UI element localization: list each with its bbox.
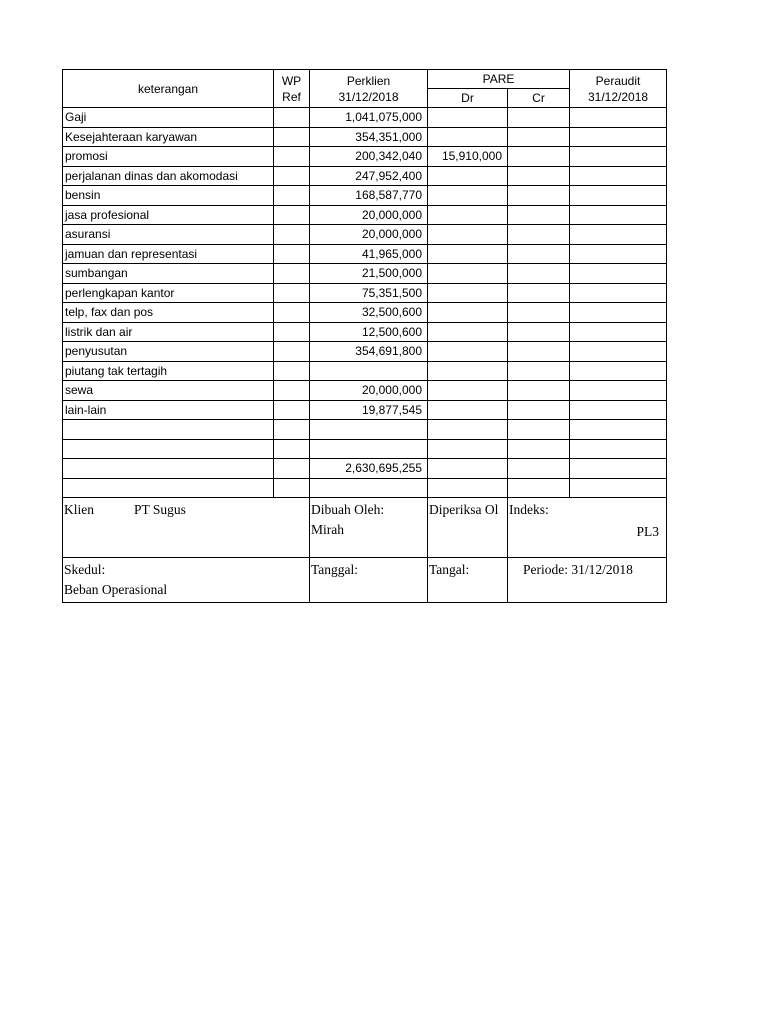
- cell-dr: [428, 283, 508, 303]
- cell-wp-ref: [274, 244, 310, 264]
- cell-perklien: 20,000,000: [310, 381, 428, 401]
- cell-cr: [508, 127, 570, 147]
- cell-perklien: 2,630,695,255: [310, 459, 428, 479]
- cell-cr: [508, 439, 570, 459]
- cell-perklien: [310, 420, 428, 440]
- table-row: [63, 420, 667, 440]
- cell-wp-ref: [274, 264, 310, 284]
- cell-cr: [508, 166, 570, 186]
- cell-keterangan: sumbangan: [63, 264, 274, 284]
- cell-peraudit: [570, 459, 667, 479]
- dibuat-value: Mirah: [311, 522, 344, 537]
- table-row: [63, 283, 667, 303]
- cell-wp-ref: [274, 108, 310, 128]
- cell-perklien: 354,351,000: [310, 127, 428, 147]
- cell-cr: [508, 225, 570, 245]
- footer-diperiksa: [428, 498, 508, 558]
- klien-label: Klien: [64, 502, 94, 517]
- cell-keterangan: [63, 478, 274, 498]
- cell-peraudit: [570, 342, 667, 362]
- header-dr: Dr: [428, 89, 508, 108]
- cell-dr: [428, 361, 508, 381]
- footer-indeks: [508, 498, 667, 558]
- table-row: [63, 439, 667, 459]
- footer-periode: [508, 558, 667, 603]
- header-perklien-label: Perklien: [346, 73, 391, 88]
- cell-cr: [508, 283, 570, 303]
- table-row: [63, 166, 667, 186]
- cell-cr: [508, 244, 570, 264]
- cell-dr: [428, 186, 508, 206]
- dibuat-label: Dibuah Oleh:: [311, 502, 385, 517]
- indeks-value: PL3: [636, 524, 659, 539]
- table-row: [63, 400, 667, 420]
- cell-keterangan: Kesejahteraan karyawan: [63, 127, 274, 147]
- cell-perklien: 19,877,545: [310, 400, 428, 420]
- footer-tanggal: [310, 558, 428, 603]
- cell-cr: [508, 108, 570, 128]
- cell-cr: [508, 459, 570, 479]
- cell-peraudit: [570, 147, 667, 167]
- skedul-label: Skedul:: [64, 562, 106, 577]
- cell-cr: [508, 420, 570, 440]
- table-row: [63, 147, 667, 167]
- cell-dr: [428, 459, 508, 479]
- table-row: [63, 205, 667, 225]
- cell-dr: [428, 303, 508, 323]
- table-row: [63, 381, 667, 401]
- cell-perklien: 41,965,000: [310, 244, 428, 264]
- table-row: [63, 361, 667, 381]
- header-peraudit-date: 31/12/2018: [587, 89, 649, 104]
- cell-wp-ref: [274, 303, 310, 323]
- skedul-value: Beban Operasional: [64, 582, 168, 597]
- header-peraudit-label: Peraudit: [595, 73, 641, 88]
- cell-dr: [428, 264, 508, 284]
- header-wp-ref: [274, 70, 310, 108]
- footer-skedul: [63, 558, 310, 603]
- table-row: [63, 225, 667, 245]
- cell-dr: [428, 400, 508, 420]
- footer-row-2: [63, 558, 667, 603]
- table-row: [63, 186, 667, 206]
- cell-wp-ref: [274, 322, 310, 342]
- cell-dr: [428, 342, 508, 362]
- cell-peraudit: [570, 283, 667, 303]
- cell-peraudit: [570, 400, 667, 420]
- cell-keterangan: jamuan dan representasi: [63, 244, 274, 264]
- cell-dr: [428, 420, 508, 440]
- cell-keterangan: perlengkapan kantor: [63, 283, 274, 303]
- cell-cr: [508, 186, 570, 206]
- cell-perklien: 168,587,770: [310, 186, 428, 206]
- cell-wp-ref: [274, 361, 310, 381]
- cell-cr: [508, 303, 570, 323]
- tanggal-label: Tanggal:: [311, 562, 359, 577]
- footer-klien: [63, 498, 310, 558]
- cell-peraudit: [570, 186, 667, 206]
- cell-perklien: 200,342,040: [310, 147, 428, 167]
- expense-table: [62, 69, 667, 498]
- header-wp: WP: [281, 73, 302, 88]
- cell-dr: [428, 166, 508, 186]
- cell-cr: [508, 400, 570, 420]
- cell-keterangan: lain-lain: [63, 400, 274, 420]
- footer-row-1: [63, 498, 667, 558]
- klien-value: PT Sugus: [134, 502, 186, 517]
- cell-wp-ref: [274, 283, 310, 303]
- header-cr: Cr: [508, 89, 570, 108]
- cell-dr: [428, 381, 508, 401]
- cell-keterangan: jasa profesional: [63, 205, 274, 225]
- indeks-label: Indeks:: [509, 502, 549, 517]
- worksheet-footer: [62, 497, 667, 603]
- cell-wp-ref: [274, 342, 310, 362]
- cell-cr: [508, 264, 570, 284]
- header-perklien-date: 31/12/2018: [338, 89, 399, 104]
- cell-keterangan: sewa: [63, 381, 274, 401]
- cell-cr: [508, 478, 570, 498]
- cell-keterangan: telp, fax dan pos: [63, 303, 274, 323]
- table-row: [63, 127, 667, 147]
- table-row: [63, 244, 667, 264]
- cell-dr: [428, 127, 508, 147]
- cell-peraudit: [570, 166, 667, 186]
- table-row: [63, 108, 667, 128]
- cell-keterangan: promosi: [63, 147, 274, 167]
- cell-dr: [428, 225, 508, 245]
- cell-dr: [428, 205, 508, 225]
- cell-keterangan: Gaji: [63, 108, 274, 128]
- cell-perklien: 12,500,600: [310, 322, 428, 342]
- table-row: [63, 459, 667, 479]
- cell-keterangan: [63, 439, 274, 459]
- cell-perklien: 354,691,800: [310, 342, 428, 362]
- cell-cr: [508, 147, 570, 167]
- cell-peraudit: [570, 420, 667, 440]
- cell-peraudit: [570, 225, 667, 245]
- periode-label: Periode:: [523, 562, 568, 577]
- cell-peraudit: [570, 205, 667, 225]
- table-row: [63, 342, 667, 362]
- cell-cr: [508, 381, 570, 401]
- cell-keterangan: listrik dan air: [63, 322, 274, 342]
- footer-dibuat: [310, 498, 428, 558]
- cell-wp-ref: [274, 400, 310, 420]
- cell-perklien: [310, 361, 428, 381]
- cell-keterangan: [63, 459, 274, 479]
- cell-perklien: 20,000,000: [310, 225, 428, 245]
- table-row: [63, 303, 667, 323]
- cell-peraudit: [570, 127, 667, 147]
- cell-peraudit: [570, 264, 667, 284]
- cell-peraudit: [570, 439, 667, 459]
- cell-wp-ref: [274, 459, 310, 479]
- cell-perklien: 20,000,000: [310, 205, 428, 225]
- header-peraudit: [570, 70, 667, 108]
- cell-perklien: 1,041,075,000: [310, 108, 428, 128]
- cell-wp-ref: [274, 147, 310, 167]
- cell-wp-ref: [274, 381, 310, 401]
- cell-dr: 15,910,000: [428, 147, 508, 167]
- cell-wp-ref: [274, 205, 310, 225]
- cell-keterangan: [63, 420, 274, 440]
- cell-dr: [428, 108, 508, 128]
- footer-tangal: [428, 558, 508, 603]
- cell-wp-ref: [274, 166, 310, 186]
- cell-perklien: [310, 439, 428, 459]
- cell-peraudit: [570, 478, 667, 498]
- header-ref: Ref: [282, 89, 301, 104]
- cell-peraudit: [570, 303, 667, 323]
- table-row: [63, 322, 667, 342]
- periode-value: 31/12/2018: [571, 562, 633, 577]
- cell-perklien: [310, 478, 428, 498]
- cell-keterangan: perjalanan dinas dan akomodasi: [63, 166, 274, 186]
- cell-wp-ref: [274, 186, 310, 206]
- cell-perklien: 32,500,600: [310, 303, 428, 323]
- header-pare: PARE: [428, 70, 570, 89]
- cell-peraudit: [570, 381, 667, 401]
- cell-dr: [428, 244, 508, 264]
- cell-peraudit: [570, 244, 667, 264]
- cell-wp-ref: [274, 225, 310, 245]
- header-perklien: [310, 70, 428, 108]
- cell-peraudit: [570, 108, 667, 128]
- cell-wp-ref: [274, 439, 310, 459]
- header-row: [63, 70, 667, 89]
- audit-worksheet: [62, 69, 666, 603]
- cell-keterangan: asuransi: [63, 225, 274, 245]
- cell-cr: [508, 322, 570, 342]
- cell-cr: [508, 361, 570, 381]
- cell-keterangan: piutang tak tertagih: [63, 361, 274, 381]
- cell-peraudit: [570, 361, 667, 381]
- cell-dr: [428, 322, 508, 342]
- cell-dr: [428, 478, 508, 498]
- cell-peraudit: [570, 322, 667, 342]
- cell-wp-ref: [274, 478, 310, 498]
- cell-perklien: 75,351,500: [310, 283, 428, 303]
- cell-cr: [508, 205, 570, 225]
- cell-wp-ref: [274, 127, 310, 147]
- tangal-label: Tangal:: [429, 562, 470, 577]
- cell-dr: [428, 439, 508, 459]
- cell-perklien: 247,952,400: [310, 166, 428, 186]
- cell-keterangan: penyusutan: [63, 342, 274, 362]
- table-row: [63, 478, 667, 498]
- header-keterangan: keterangan: [63, 70, 274, 108]
- table-row: [63, 264, 667, 284]
- cell-wp-ref: [274, 420, 310, 440]
- cell-keterangan: bensin: [63, 186, 274, 206]
- diperiksa-label: Diperiksa Ol: [429, 502, 499, 517]
- cell-cr: [508, 342, 570, 362]
- table-body: [63, 108, 667, 498]
- cell-perklien: 21,500,000: [310, 264, 428, 284]
